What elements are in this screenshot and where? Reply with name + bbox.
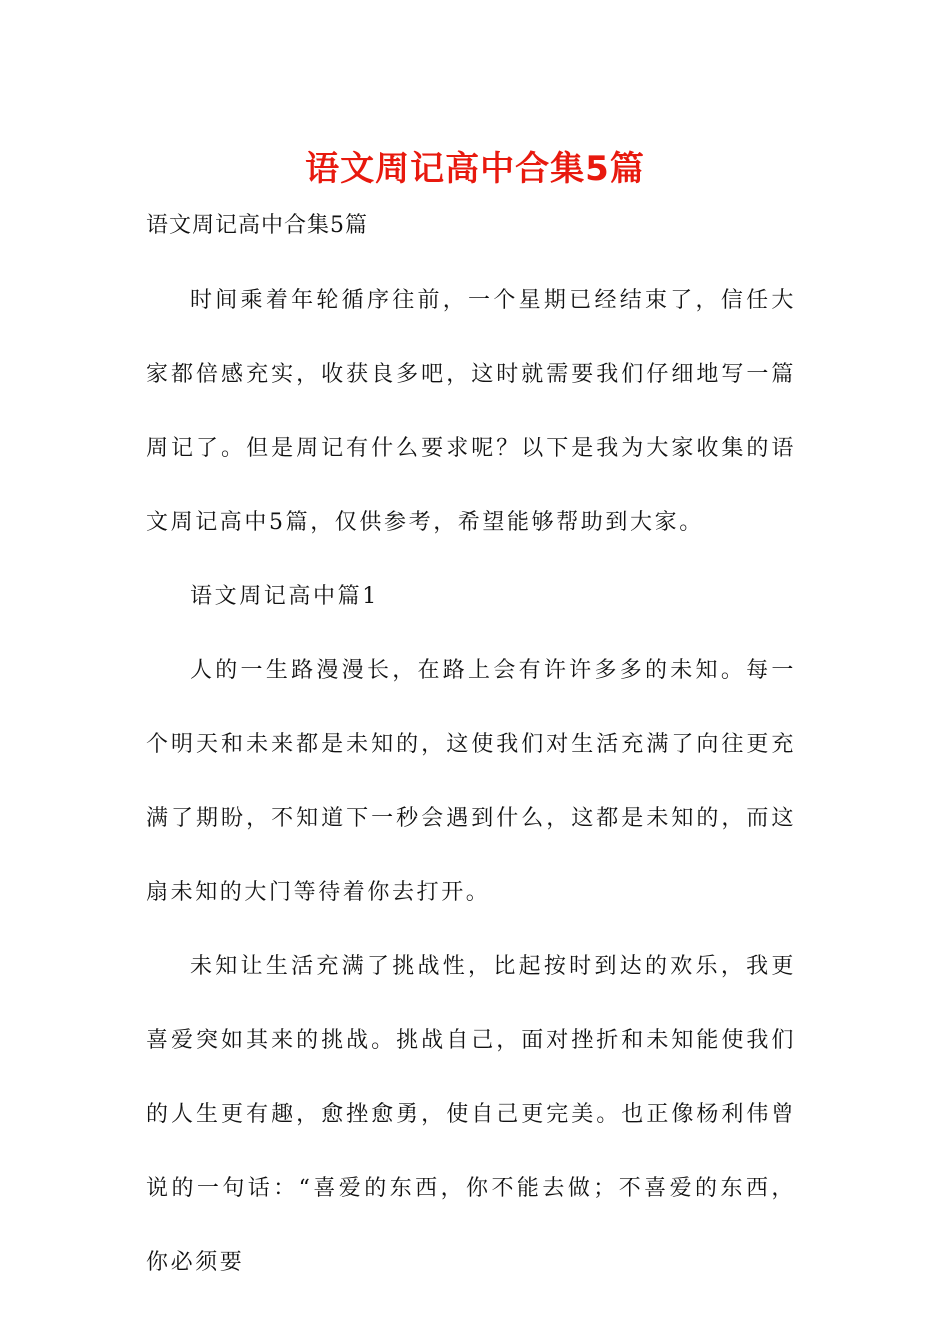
document-title: 语文周记高中合集5篇 — [305, 149, 645, 189]
section-heading: 语文周记高中篇1 — [190, 584, 379, 609]
intro-paragraph: 时间乘着年轮循序往前，一个星期已经结束了，信任大家都倍感充实，收获良多吧，这时就需要我们仔细地写一篇周记了。但是周记有什么要求呢？以下是我为大家收集的语文周记高中5篇，仅供参考，希望能够帮助到大家。 — [146, 288, 796, 535]
document-body — [146, 264, 796, 1300]
body-paragraph: 人的一生路漫漫长，在路上会有许许多多的未知。每一个明天和未来都是未知的，这使我们对生活充满了向往更充满了期盼，不知道下一秒会遇到什么，这都是未知的，而这扇未知的大门等待着你去打开。 — [146, 658, 796, 905]
document-subtitle: 语文周记高中合集5篇 — [146, 213, 368, 238]
body-paragraph: 未知让生活充满了挑战性，比起按时到达的欢乐，我更喜爱突如其来的挑战。挑战自己，面对挫折和未知能使我们的人生更有趣，愈挫愈勇，使自己更完美。也正像杨利伟曾说的一句话：“喜爱的东西，你不能去做；不喜爱的东西，你必须要 — [146, 954, 796, 1275]
